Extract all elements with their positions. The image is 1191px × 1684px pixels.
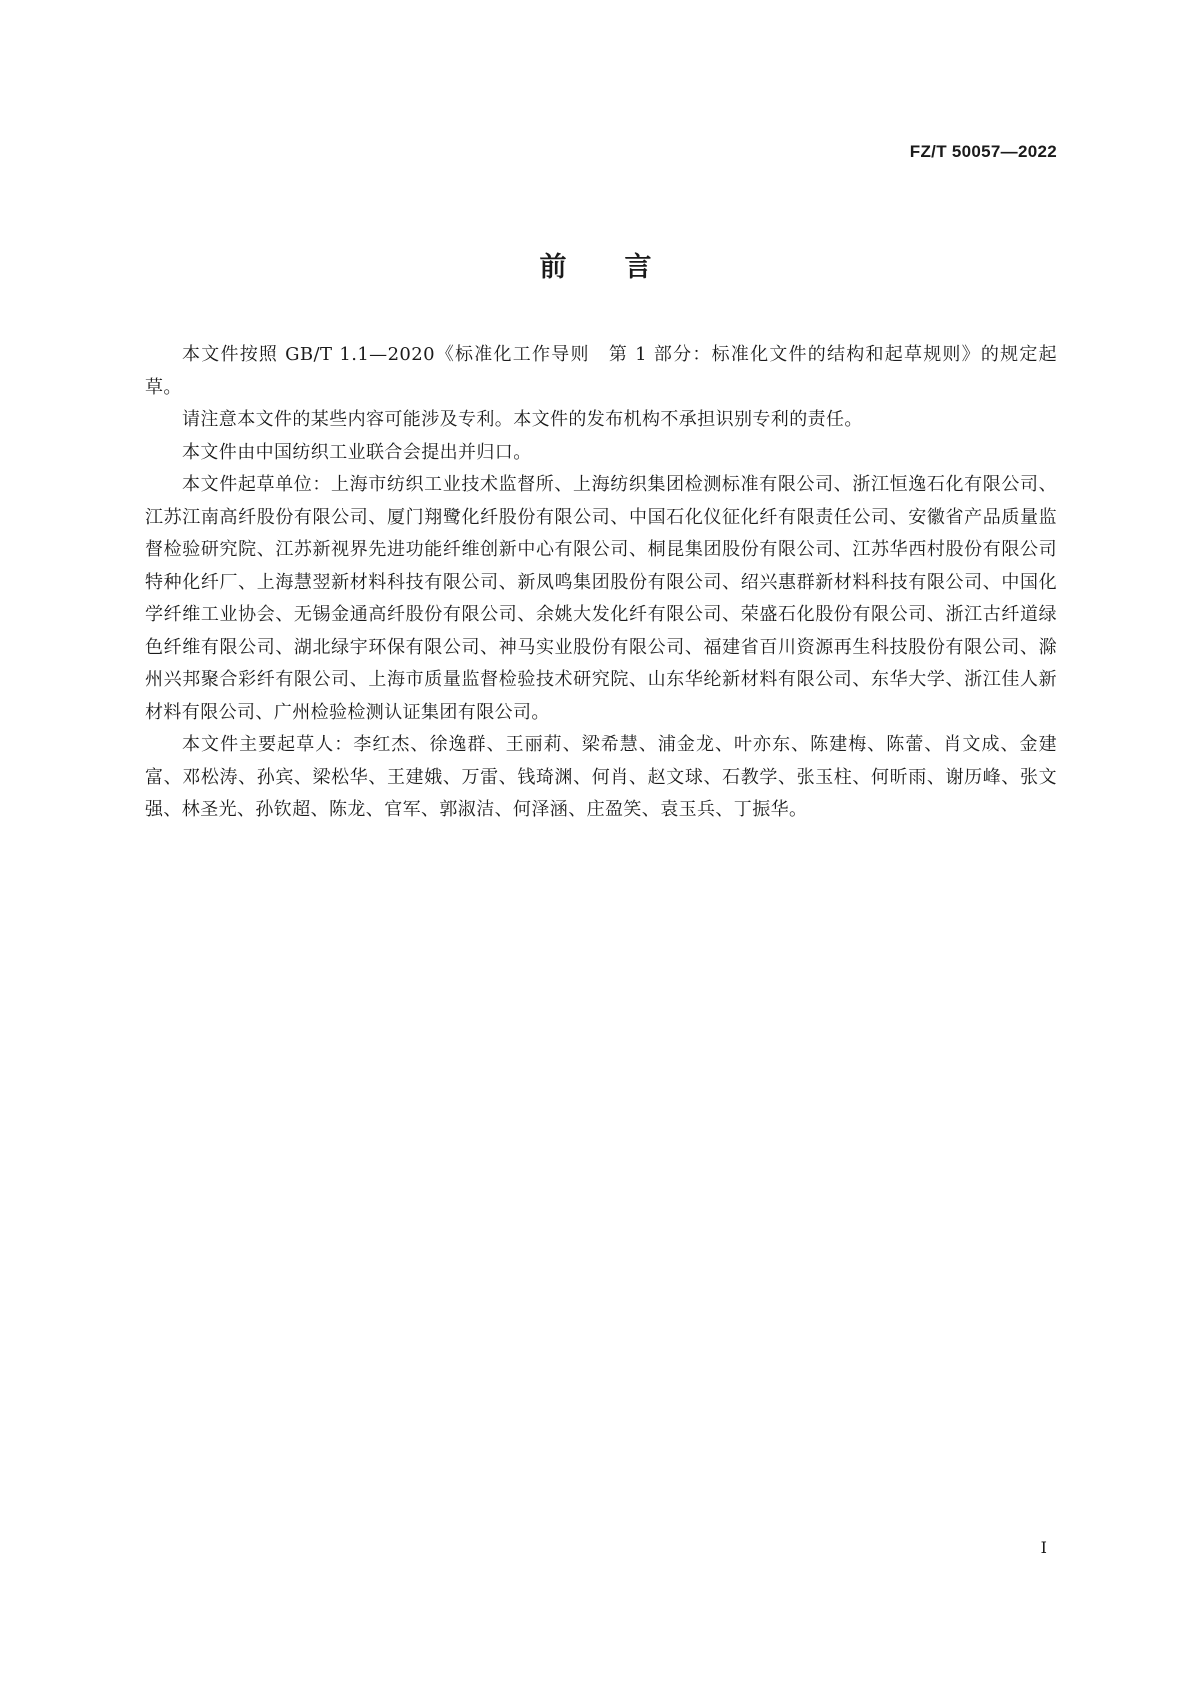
standard-code: FZ/T 50057—2022 bbox=[909, 142, 1057, 161]
paragraph-proposer: 本文件由中国纺织工业联合会提出并归口。 bbox=[182, 441, 532, 463]
paragraph-drafting-rules: 本文件按照 GB/T 1.1—2020《标准化工作导则 第 1 部分：标准化文件的结构和起草规则》的规定起草。 bbox=[145, 344, 1057, 398]
paragraph-drafters: 本文件主要起草人：李红杰、徐逸群、王丽莉、梁希慧、浦金龙、叶亦东、陈建梅、陈蕾、肖文成、金建富、邓松涛、孙宾、梁松华、王建娥、万雷、钱琦渊、何肖、赵文球、石教学、张玉柱、何昕雨、谢历峰、张文强、林圣光、孙钦超、陈龙、官军、郭淑洁、何泽涵、庄盈笑、袁玉兵、丁振华。 bbox=[145, 734, 1057, 820]
page-title: 前言 bbox=[539, 252, 710, 283]
foreword-body bbox=[145, 339, 1057, 827]
paragraph-patent-notice: 请注意本文件的某些内容可能涉及专利。本文件的发布机构不承担识别专利的责任。 bbox=[182, 409, 863, 430]
page-number: I bbox=[1040, 1538, 1047, 1557]
paragraph-drafting-units: 本文件起草单位：上海市纺织工业技术监督所、上海纺织集团检测标准有限公司、浙江恒逸石化有限公司、江苏江南高纤股份有限公司、厦门翔鹭化纤股份有限公司、中国石化仪征化纤有限责任公司、安徽省产品质量监督检验研究院、江苏新视界先进功能纤维创新中心有限公司、桐昆集团股份有限公司、江苏华西村股份有限公司特种化纤厂、上海慧翌新材料科技有限公司、新凤鸣集团股份有限公司、绍兴惠群新材料科技有限公司、中国化学纤维工业协会、无锡金通高纤股份有限公司、余姚大发化纤有限公司、荣盛石化股份有限公司、浙江古纤道绿色纤维有限公司、湖北绿宇环保有限公司、神马实业股份有限公司、福建省百川资源再生科技股份有限公司、滁州兴邦聚合彩纤有限公司、上海市质量监督检验技术研究院、山东华纶新材料有限公司、东华大学、浙江佳人新材料有限公司、广州检验检测认证集团有限公司。 bbox=[145, 474, 1057, 723]
